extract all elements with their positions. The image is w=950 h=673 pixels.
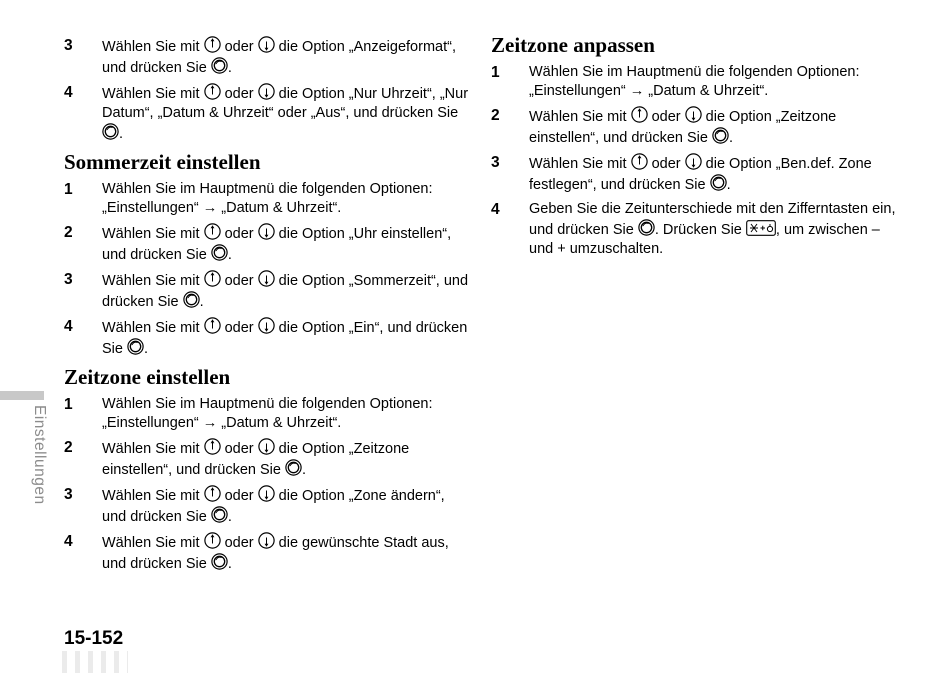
step-text-fragment: Wählen Sie mit <box>102 488 204 504</box>
navigation-key-down-icon <box>258 273 275 289</box>
step-text-fragment: Wählen Sie im Hauptmenü die folgenden Optionen: „Einstellungen“ → „Datum & Uhrzeit“. <box>102 396 433 431</box>
step-item <box>64 317 469 359</box>
navigation-key-up-icon <box>204 39 221 55</box>
step-text-fragment: die Option „Anzeigeformat“, und drücken Sie <box>102 39 456 76</box>
step-text-fragment: oder <box>220 273 258 289</box>
step-text <box>102 438 469 480</box>
chapter-tab-bar <box>0 391 44 400</box>
step-text-fragment: die gewünschte Stadt aus, und drücken Sie <box>102 535 449 572</box>
step-item <box>64 36 469 78</box>
step-text <box>102 270 469 312</box>
step-text-fragment: Wählen Sie mit <box>529 109 631 125</box>
step-number: 4 <box>491 201 500 218</box>
right-column <box>491 32 901 264</box>
step-text <box>102 180 469 218</box>
step-text-fragment: . <box>227 556 232 572</box>
step-number: 3 <box>64 37 73 54</box>
page-number-bleed-through <box>62 651 128 673</box>
section-heading-zeitzone-anpassen: Zeitzone anpassen <box>491 33 655 57</box>
step-text <box>102 532 469 574</box>
step-text-fragment: oder <box>647 109 685 125</box>
navigation-key-up-icon <box>204 320 221 336</box>
step-text-fragment: . <box>301 462 307 478</box>
step-number: 2 <box>64 439 73 456</box>
step-text-fragment: . <box>144 341 149 357</box>
sommerzeit-step-list <box>64 180 469 359</box>
step-item <box>64 83 469 144</box>
step-number: 1 <box>64 396 73 413</box>
step-number: 4 <box>64 318 73 335</box>
step-text-fragment: die Option „Zeitzone einstellen“, und drücken Sie <box>529 109 837 146</box>
step-text-fragment: die Option „Uhr einstellen“, und drücken Sie <box>102 226 452 263</box>
ok-key-icon <box>211 509 228 525</box>
step-number: 3 <box>64 486 73 503</box>
step-number: 3 <box>491 154 500 171</box>
step-item <box>491 63 901 101</box>
step-text-fragment: oder <box>220 320 258 336</box>
step-text <box>102 223 469 265</box>
step-number: 1 <box>64 181 73 198</box>
step-text-fragment: die Option „Nur Uhrzeit“, „Nur Datum“, „Datum & Uhrzeit“ oder „Aus“, und drücken Sie <box>102 86 469 121</box>
step-text-fragment: . <box>227 247 232 263</box>
step-text-fragment: oder <box>220 86 258 102</box>
step-text-fragment: die Option „Sommerzeit“, und drücken Sie <box>102 273 469 310</box>
step-text <box>529 106 901 148</box>
star-key-icon <box>746 222 776 238</box>
step-text-fragment: oder <box>647 156 685 172</box>
navigation-key-down-icon <box>258 86 275 102</box>
step-text-fragment: oder <box>220 488 258 504</box>
step-text-fragment: Wählen Sie mit <box>102 535 204 551</box>
navigation-key-down-icon <box>685 156 702 172</box>
step-text-fragment: die Option „Ein“, und drücken Sie <box>102 320 468 357</box>
step-text-fragment: . <box>227 509 232 525</box>
step-text-fragment: . <box>227 60 232 76</box>
intro-step-list <box>64 36 469 144</box>
navigation-key-down-icon <box>258 441 275 457</box>
step-text-fragment: Wählen Sie mit <box>102 226 204 242</box>
step-text-fragment: Wählen Sie mit <box>102 86 204 102</box>
step-text-fragment: oder <box>220 39 258 55</box>
navigation-key-down-icon <box>685 109 702 125</box>
step-number: 3 <box>64 271 73 288</box>
navigation-key-up-icon <box>204 441 221 457</box>
step-text-fragment: die Option „Zone ändern“, und drücken Sie <box>102 488 445 525</box>
ok-key-icon <box>183 294 200 310</box>
ok-key-icon <box>211 247 228 263</box>
ok-key-icon <box>211 60 228 76</box>
step-text <box>529 153 901 195</box>
step-number: 4 <box>64 84 73 101</box>
step-item <box>64 395 469 433</box>
navigation-key-up-icon <box>631 156 648 172</box>
ok-key-icon <box>285 462 302 478</box>
ok-key-icon <box>127 341 144 357</box>
step-text-fragment: oder <box>220 535 258 551</box>
step-item <box>64 485 469 527</box>
step-text <box>102 317 469 359</box>
step-text-fragment: Wählen Sie im Hauptmenü die folgenden Optionen: „Einstellungen“ → „Datum & Uhrzeit“. <box>529 64 860 99</box>
navigation-key-up-icon <box>204 226 221 242</box>
step-item <box>64 438 469 480</box>
step-text <box>529 200 901 259</box>
zeitzone-einstellen-step-list <box>64 395 469 574</box>
step-item <box>64 223 469 265</box>
ok-key-icon <box>710 177 727 193</box>
step-item <box>64 270 469 312</box>
navigation-key-up-icon <box>631 109 648 125</box>
step-text-fragment: Geben Sie die Zeitunterschiede mit den Zifferntasten ein, und drücken Sie <box>529 201 896 238</box>
left-column <box>64 32 469 579</box>
step-text-fragment: Wählen Sie mit <box>102 441 204 457</box>
step-text-fragment: Wählen Sie mit <box>102 320 204 336</box>
step-text-fragment: . <box>728 130 734 146</box>
navigation-key-down-icon <box>258 226 275 242</box>
ok-key-icon <box>102 126 119 142</box>
navigation-key-up-icon <box>204 488 221 504</box>
step-text-fragment: Wählen Sie mit <box>529 156 631 172</box>
navigation-key-down-icon <box>258 39 275 55</box>
ok-key-icon <box>712 130 729 146</box>
section-heading-zeitzone-einstellen: Zeitzone einstellen <box>64 365 231 389</box>
step-text-fragment: . Drücken Sie <box>654 222 746 238</box>
navigation-key-up-icon <box>204 535 221 551</box>
step-text <box>102 395 469 433</box>
step-item <box>491 153 901 195</box>
step-text <box>102 36 469 78</box>
step-text-fragment: Wählen Sie mit <box>102 273 204 289</box>
navigation-key-down-icon <box>258 320 275 336</box>
navigation-key-down-icon <box>258 488 275 504</box>
navigation-key-up-icon <box>204 86 221 102</box>
step-number: 4 <box>64 533 73 550</box>
step-item <box>64 180 469 218</box>
ok-key-icon <box>638 222 655 238</box>
step-text-fragment: Wählen Sie im Hauptmenü die folgenden Optionen: „Einstellungen“ → „Datum & Uhrzeit“. <box>102 181 433 216</box>
step-text-fragment: die Option „Ben.def. Zone festlegen“, und drücken Sie <box>529 156 872 193</box>
step-text <box>102 83 469 144</box>
section-heading-sommerzeit: Sommerzeit einstellen <box>64 150 261 174</box>
zeitzone-anpassen-step-list <box>491 63 901 259</box>
step-item <box>491 106 901 148</box>
step-number: 2 <box>491 107 500 124</box>
step-text-fragment: oder <box>220 226 258 242</box>
ok-key-icon <box>211 556 228 572</box>
step-text-fragment: oder <box>220 441 258 457</box>
chapter-tab-label: Einstellungen <box>31 405 48 505</box>
step-text-fragment: . <box>199 294 204 310</box>
step-item <box>64 532 469 574</box>
step-text <box>102 485 469 527</box>
navigation-key-down-icon <box>258 535 275 551</box>
step-text-fragment: , um zwischen – und + umzuschalten. <box>529 222 880 257</box>
step-text-fragment: Wählen Sie mit <box>102 39 204 55</box>
page-number: 15-152 <box>64 628 124 649</box>
step-number: 2 <box>64 224 73 241</box>
step-number: 1 <box>491 64 500 81</box>
step-item <box>491 200 901 259</box>
navigation-key-up-icon <box>204 273 221 289</box>
step-text-fragment: die Option „Zeitzone einstellen“, und drücken Sie <box>102 441 410 478</box>
step-text <box>529 63 901 101</box>
step-text-fragment: . <box>119 126 124 142</box>
step-text-fragment: . <box>726 177 731 193</box>
